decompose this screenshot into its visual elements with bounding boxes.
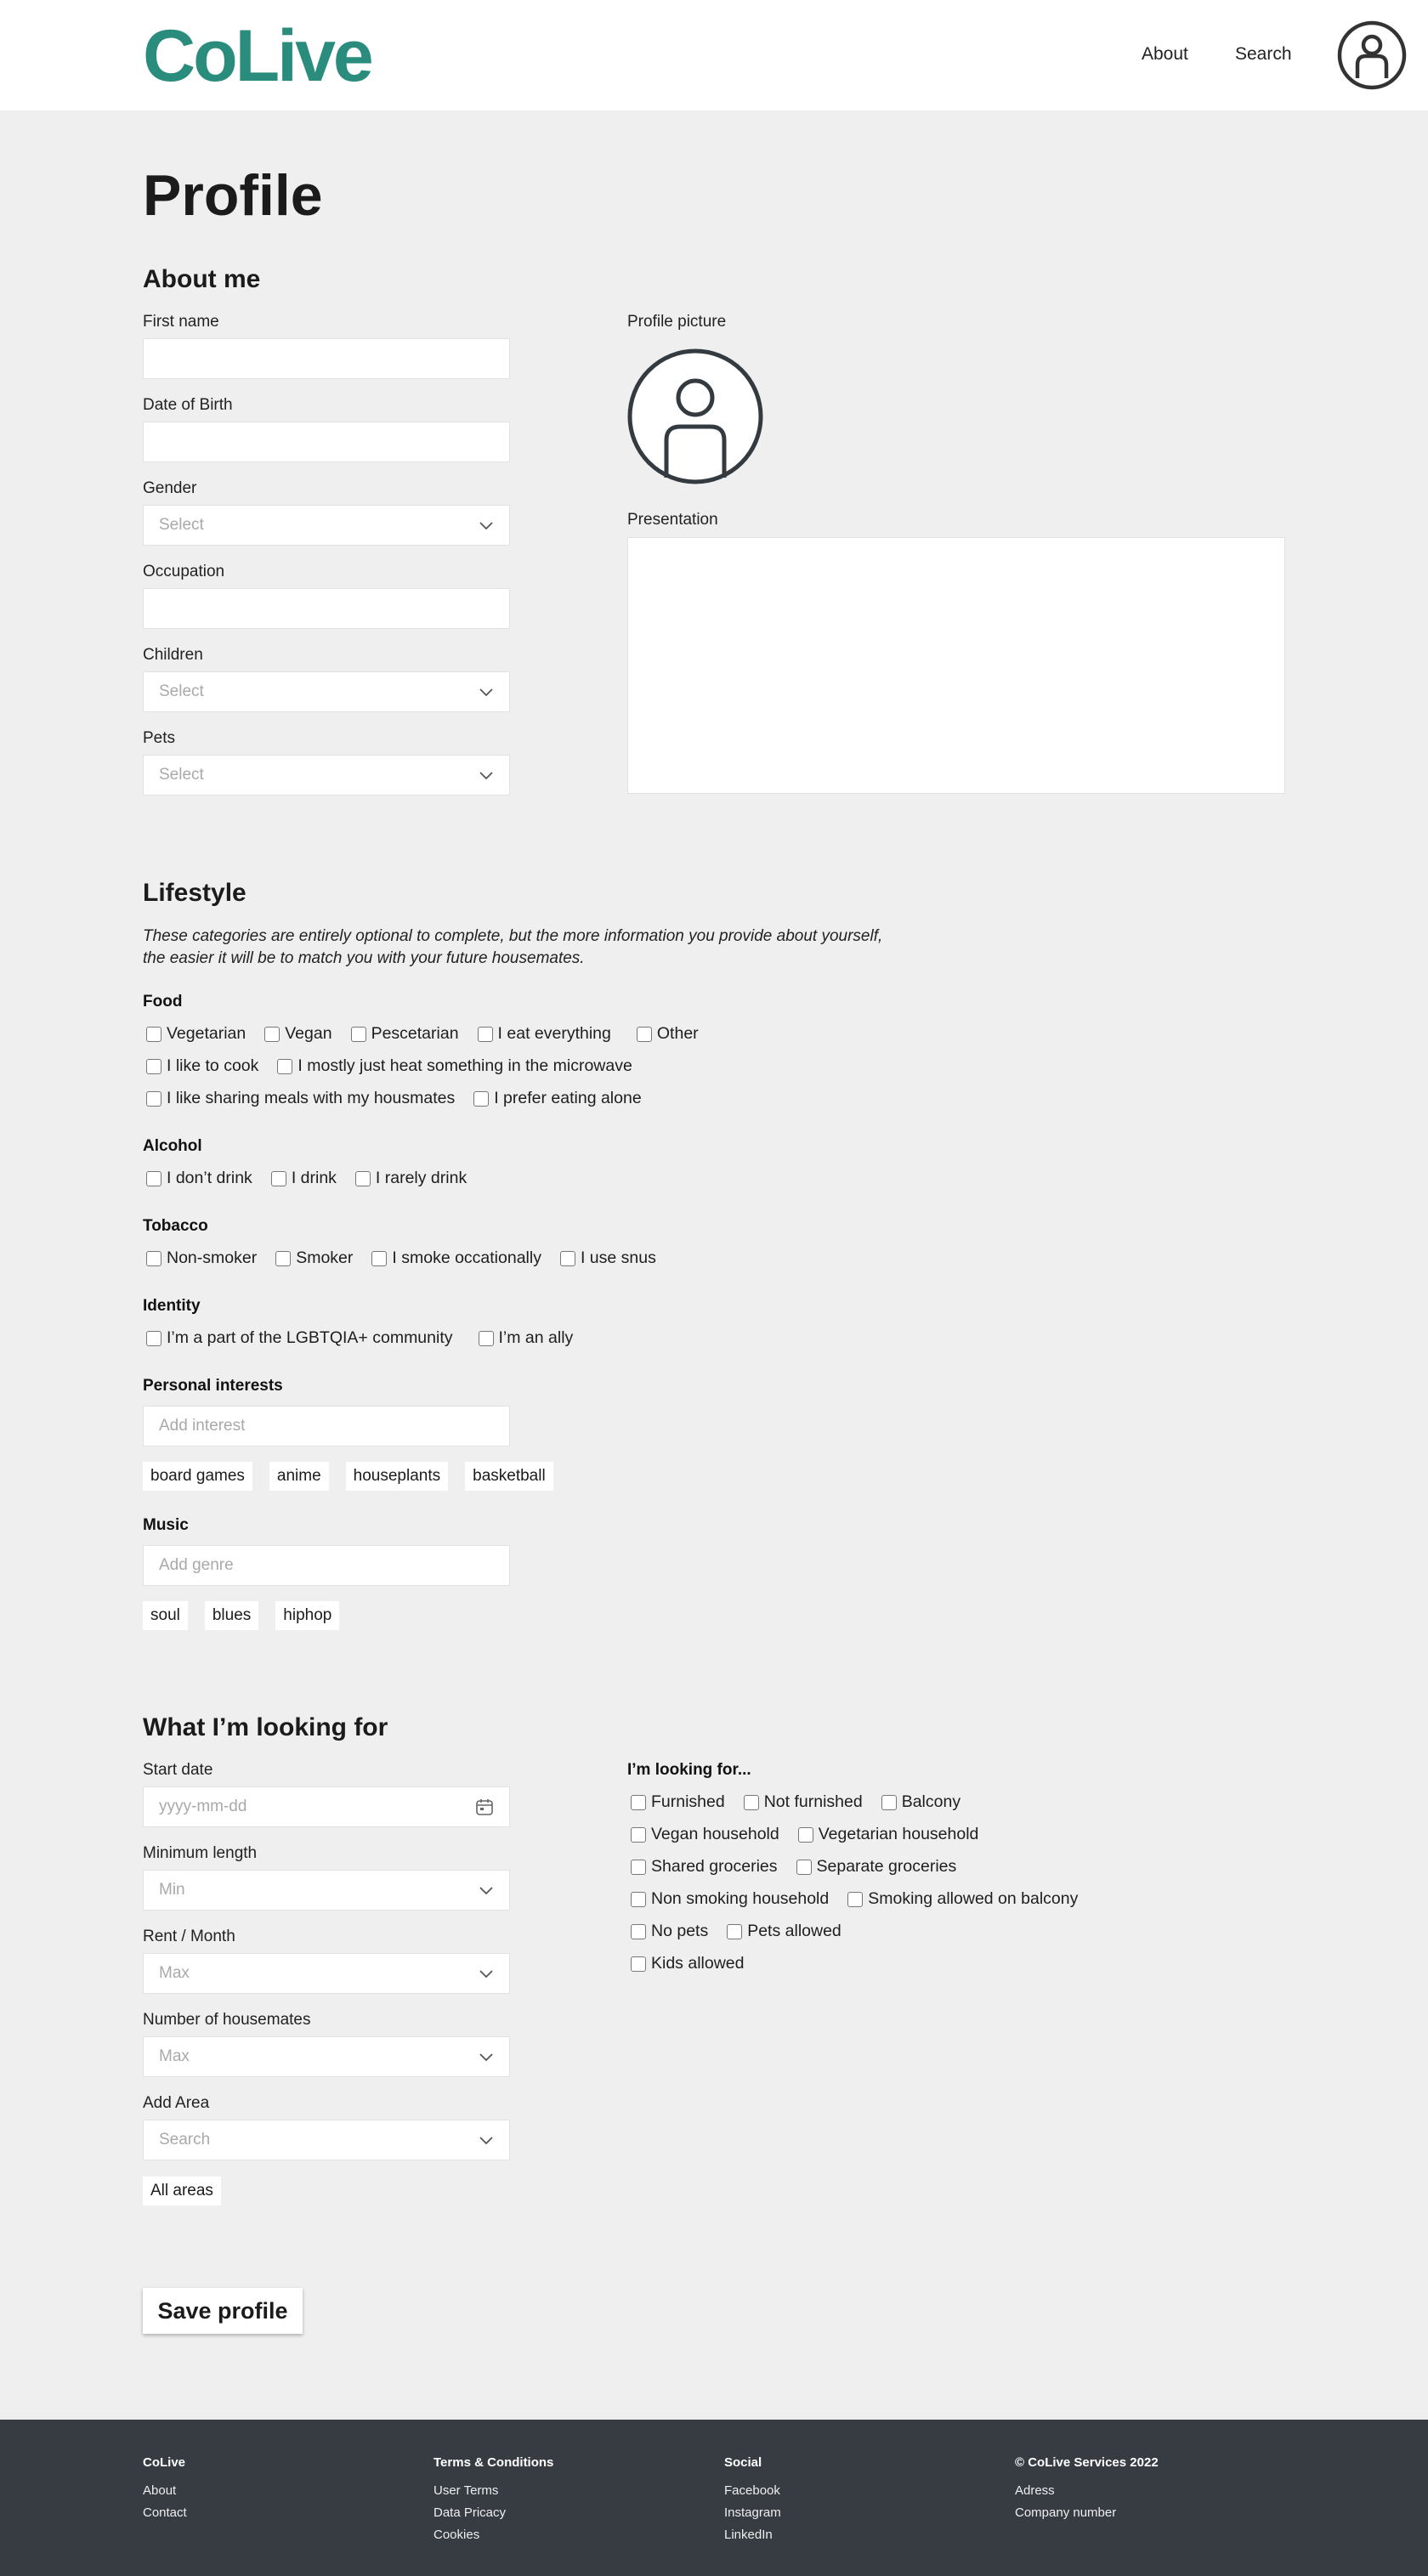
tobacco-label: Tobacco	[143, 1217, 208, 1235]
calendar-icon[interactable]	[475, 1798, 494, 1816]
min-length-value: Min	[159, 1881, 185, 1899]
min-length-label: Minimum length	[143, 1844, 258, 1862]
interest-tag[interactable]: board games	[143, 1462, 252, 1491]
checkbox-snus[interactable]	[560, 1248, 656, 1268]
start-date-input[interactable]	[143, 1786, 510, 1827]
footer-heading: © CoLive Services 2022	[1015, 2455, 1159, 2470]
gender-label: Gender	[143, 479, 197, 497]
checkbox-rarely-drink[interactable]	[355, 1169, 467, 1188]
music-tag[interactable]: blues	[205, 1601, 258, 1630]
food-label: Food	[143, 993, 183, 1011]
housemates-label: Number of housemates	[143, 2011, 311, 2029]
chevron-down-icon	[479, 1882, 494, 1898]
checkbox-label: No pets	[651, 1922, 709, 1940]
music-tag[interactable]: hiphop	[275, 1601, 339, 1630]
checkbox-box[interactable]	[798, 1827, 813, 1843]
checkbox-shared-groceries[interactable]	[631, 1857, 778, 1877]
identity-options	[146, 1328, 592, 1348]
rent-value: Max	[159, 1964, 190, 1982]
checkbox-box[interactable]	[146, 1059, 162, 1074]
checkbox-lgbtqia[interactable]	[146, 1328, 453, 1348]
checkbox-box[interactable]	[275, 1251, 291, 1266]
checkbox-box[interactable]	[631, 1924, 646, 1939]
lifestyle-intro-line-2: the easier it will be to match you with your future housemates.	[143, 949, 585, 967]
presentation-textarea[interactable]	[627, 537, 1285, 794]
prefs-label: I’m looking for...	[627, 1761, 751, 1779]
checkbox-label: Vegan	[285, 1024, 332, 1043]
checkbox-not-furnished[interactable]	[744, 1792, 863, 1812]
checkbox-pescetarian[interactable]	[351, 1024, 459, 1044]
lifestyle-heading: Lifestyle	[143, 879, 246, 907]
checkbox-box[interactable]	[881, 1795, 897, 1810]
checkbox-label: I eat everything	[497, 1024, 611, 1043]
children-select[interactable]	[143, 671, 510, 712]
checkbox-box[interactable]	[631, 1956, 646, 1972]
prefs-row-5	[631, 1922, 860, 1941]
area-value: Search	[159, 2131, 211, 2149]
checkbox-box[interactable]	[146, 1027, 162, 1042]
checkbox-label: Non smoking household	[651, 1889, 830, 1908]
user-circle-icon[interactable]	[1337, 20, 1407, 90]
footer-link-facebook[interactable]: Facebook	[724, 2483, 780, 2498]
checkbox-box[interactable]	[146, 1251, 162, 1266]
checkbox-no-pets[interactable]	[631, 1922, 708, 1941]
checkbox-label: I rarely drink	[375, 1169, 468, 1187]
checkbox-eating-alone[interactable]	[473, 1089, 641, 1108]
checkbox-other[interactable]	[637, 1024, 699, 1044]
checkbox-vegan[interactable]	[264, 1024, 332, 1044]
profile-picture-label: Profile picture	[627, 313, 727, 331]
checkbox-balcony[interactable]	[881, 1792, 960, 1812]
site-header	[0, 0, 1428, 110]
food-options-row-3	[146, 1089, 660, 1108]
checkbox-like-to-cook[interactable]	[146, 1056, 258, 1076]
music-tag[interactable]: soul	[143, 1601, 188, 1630]
footer-link-instagram[interactable]: Instagram	[724, 2505, 781, 2520]
checkbox-box[interactable]	[351, 1027, 366, 1042]
music-tags	[143, 1601, 356, 1630]
interest-tag[interactable]: basketball	[465, 1462, 553, 1491]
prefs-row-3	[631, 1857, 975, 1877]
food-options-row-2	[146, 1056, 651, 1076]
checkbox-label: I like sharing meals with my housmates	[167, 1089, 456, 1107]
checkbox-box[interactable]	[796, 1860, 812, 1875]
pets-select[interactable]	[143, 755, 510, 795]
pets-label: Pets	[143, 729, 176, 747]
checkbox-label: I prefer eating alone	[494, 1089, 642, 1107]
footer-company-number: Company number	[1015, 2505, 1117, 2520]
gender-select-value: Select	[159, 516, 204, 534]
about-heading: About me	[143, 265, 261, 293]
user-avatar-icon[interactable]	[627, 348, 763, 484]
footer-heading: CoLive	[143, 2455, 186, 2470]
interests-label: Personal interests	[143, 1377, 283, 1395]
gender-select[interactable]	[143, 505, 510, 546]
interest-tag[interactable]: anime	[269, 1462, 329, 1491]
checkbox-drink[interactable]	[271, 1169, 337, 1188]
checkbox-label: Other	[656, 1024, 699, 1043]
rent-label: Rent / Month	[143, 1928, 235, 1945]
min-length-select[interactable]	[143, 1870, 510, 1911]
music-label: Music	[143, 1516, 189, 1534]
housemates-select[interactable]	[143, 2036, 510, 2077]
chevron-down-icon	[479, 2049, 494, 2064]
checkbox-ally[interactable]	[479, 1328, 574, 1348]
footer-col-social	[724, 2455, 781, 2546]
checkbox-label: I’m a part of the LGBTQIA+ community	[167, 1328, 453, 1347]
checkbox-label: I like to cook	[167, 1056, 259, 1075]
nav-search-link[interactable]: Search	[1235, 44, 1292, 64]
chevron-down-icon	[479, 767, 494, 783]
checkbox-label: I mostly just heat something in the microwave	[298, 1056, 632, 1075]
checkbox-label: I use snus	[580, 1248, 656, 1267]
checkbox-vegetarian[interactable]	[146, 1024, 246, 1044]
area-tag[interactable]: All areas	[143, 2177, 221, 2205]
footer-link-about[interactable]: About	[143, 2483, 177, 2498]
lifestyle-intro-line-1: These categories are entirely optional to complete, but the more information you provide about yourself,	[143, 927, 883, 945]
children-label: Children	[143, 646, 203, 664]
footer-link-contact[interactable]: Contact	[143, 2505, 187, 2520]
checkbox-microwave[interactable]	[277, 1056, 632, 1076]
checkbox-vegetarian-household[interactable]	[798, 1825, 979, 1844]
area-tags	[143, 2177, 238, 2205]
checkbox-box[interactable]	[560, 1251, 575, 1266]
footer-link-linkedin[interactable]: LinkedIn	[724, 2528, 773, 2542]
tobacco-options	[146, 1248, 675, 1268]
children-select-value: Select	[159, 682, 204, 700]
checkbox-smoke-occasionally[interactable]	[371, 1248, 541, 1268]
footer-address: Adress	[1015, 2483, 1055, 2498]
checkbox-label: Smoker	[296, 1248, 354, 1267]
checkbox-smoker[interactable]	[275, 1248, 353, 1268]
lifestyle-intro	[143, 926, 908, 970]
footer-link-user-terms[interactable]: User Terms	[434, 2483, 499, 2498]
chevron-down-icon	[479, 1966, 494, 1981]
checkbox-box[interactable]	[631, 1860, 646, 1875]
checkbox-box[interactable]	[264, 1027, 280, 1042]
checkbox-sharing-meals[interactable]	[146, 1089, 455, 1108]
checkbox-box[interactable]	[371, 1251, 387, 1266]
dob-input[interactable]	[143, 422, 510, 462]
checkbox-box[interactable]	[847, 1892, 863, 1907]
rent-select[interactable]	[143, 1953, 510, 1994]
prefs-row-6	[631, 1954, 762, 1973]
area-label: Add Area	[143, 2094, 210, 2112]
dob-label: Date of Birth	[143, 396, 233, 414]
nav-about-link[interactable]: About	[1142, 44, 1188, 64]
site-footer	[0, 2420, 1428, 2576]
checkbox-label: Pets allowed	[747, 1922, 842, 1940]
checkbox-label: Vegetarian	[167, 1024, 246, 1043]
checkbox-vegan-household[interactable]	[631, 1825, 779, 1844]
checkbox-box[interactable]	[277, 1059, 292, 1074]
checkbox-non-smoker[interactable]	[146, 1248, 257, 1268]
checkbox-box[interactable]	[727, 1924, 742, 1939]
checkbox-label: Smoking allowed on balcony	[868, 1889, 1079, 1908]
footer-link-cookies[interactable]: Cookies	[434, 2528, 480, 2542]
checkbox-kids-allowed[interactable]	[631, 1954, 744, 1973]
chevron-down-icon	[479, 518, 494, 533]
checkbox-label: Pescetarian	[371, 1024, 459, 1043]
checkbox-label: Vegetarian household	[818, 1825, 979, 1843]
save-profile-button[interactable]: Save profile	[143, 2288, 303, 2334]
checkbox-label: Shared groceries	[651, 1857, 778, 1876]
checkbox-box[interactable]	[637, 1027, 652, 1042]
checkbox-label: Separate groceries	[816, 1857, 957, 1876]
checkbox-box[interactable]	[631, 1795, 646, 1810]
checkbox-eat-everything[interactable]	[478, 1024, 611, 1044]
checkbox-label: I smoke occationally	[392, 1248, 541, 1267]
pets-select-value: Select	[159, 766, 204, 784]
chevron-down-icon	[479, 2132, 494, 2148]
chevron-down-icon	[479, 684, 494, 699]
presentation-label: Presentation	[627, 511, 718, 529]
looking-heading: What I’m looking for	[143, 1713, 388, 1741]
first-name-label: First name	[143, 313, 219, 331]
checkbox-label: Furnished	[651, 1792, 725, 1811]
checkbox-box[interactable]	[631, 1827, 646, 1843]
prefs-row-1	[631, 1792, 979, 1812]
genre-input[interactable]: Add genre	[143, 1545, 510, 1586]
checkbox-box[interactable]	[479, 1331, 494, 1346]
checkbox-box[interactable]	[744, 1795, 759, 1810]
interest-input[interactable]: Add interest	[143, 1406, 510, 1447]
area-select[interactable]	[143, 2120, 510, 2160]
start-date-placeholder: yyyy-mm-dd	[159, 1798, 247, 1815]
checkbox-label: I drink	[291, 1169, 337, 1187]
footer-col-colive	[143, 2455, 187, 2524]
footer-heading: Terms & Conditions	[434, 2455, 554, 2470]
occupation-label: Occupation	[143, 563, 225, 580]
checkbox-pets-allowed[interactable]	[727, 1922, 842, 1941]
checkbox-label: I don’t drink	[167, 1169, 252, 1187]
checkbox-box[interactable]	[146, 1331, 162, 1346]
alcohol-label: Alcohol	[143, 1137, 202, 1155]
checkbox-label: Vegan household	[651, 1825, 779, 1843]
checkbox-box[interactable]	[355, 1171, 371, 1186]
checkbox-box[interactable]	[473, 1091, 489, 1107]
footer-link-data-privacy[interactable]: Data Pricacy	[434, 2505, 507, 2520]
prefs-row-2	[631, 1825, 997, 1844]
identity-label: Identity	[143, 1297, 201, 1315]
checkbox-smoking-balcony[interactable]	[847, 1889, 1078, 1909]
checkbox-label: Non-smoker	[167, 1248, 258, 1267]
interest-tags	[143, 1462, 570, 1491]
checkbox-box[interactable]	[271, 1171, 286, 1186]
checkbox-box[interactable]	[146, 1171, 162, 1186]
footer-col-terms	[434, 2455, 553, 2546]
checkbox-label: I’m an ally	[498, 1328, 574, 1347]
checkbox-label: Balcony	[901, 1792, 961, 1811]
checkbox-non-smoking-household[interactable]	[631, 1889, 829, 1909]
page-title: Profile	[143, 163, 323, 228]
interest-tag[interactable]: houseplants	[346, 1462, 448, 1491]
food-options-row-1	[146, 1024, 717, 1044]
prefs-row-4	[631, 1889, 1096, 1909]
footer-col-company	[1015, 2455, 1159, 2524]
checkbox-box[interactable]	[146, 1091, 162, 1107]
checkbox-separate-groceries[interactable]	[796, 1857, 957, 1877]
checkbox-label: Not furnished	[763, 1792, 863, 1811]
logo[interactable]: CoLive	[143, 15, 371, 97]
start-date-label: Start date	[143, 1761, 213, 1779]
checkbox-box[interactable]	[478, 1027, 493, 1042]
checkbox-dont-drink[interactable]	[146, 1169, 252, 1188]
alcohol-options	[146, 1169, 485, 1188]
checkbox-box[interactable]	[631, 1892, 646, 1907]
checkbox-furnished[interactable]	[631, 1792, 725, 1812]
first-name-input[interactable]	[143, 338, 510, 379]
housemates-value: Max	[159, 2047, 190, 2065]
occupation-input[interactable]	[143, 588, 510, 629]
footer-heading: Social	[724, 2455, 762, 2470]
checkbox-label: Kids allowed	[651, 1954, 745, 1973]
